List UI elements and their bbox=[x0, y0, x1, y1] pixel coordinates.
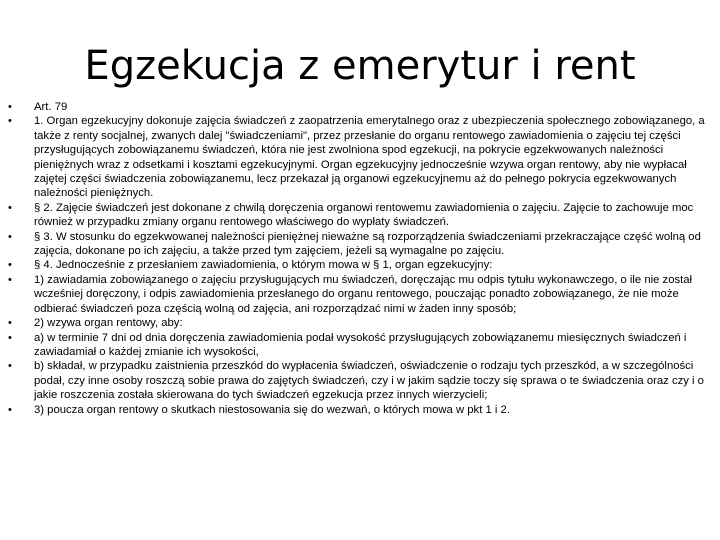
list-item-text: § 4. Jednocześnie z przesłaniem zawiadomienia, o którym mowa w § 1, organ egzekucyjny: bbox=[34, 259, 493, 272]
list-item bbox=[8, 331, 708, 360]
list-item bbox=[8, 201, 708, 230]
bullet-icon: • bbox=[8, 403, 12, 416]
bullet-icon: • bbox=[8, 259, 12, 272]
list-item-text: 3) poucza organ rentowy o skutkach niestosowania się do wezwań, o których mowa w pkt 1 i 2. bbox=[34, 403, 510, 416]
list-item bbox=[8, 403, 708, 417]
slide-title: Egzekucja z emerytur i rent bbox=[84, 43, 636, 89]
bullet-icon: • bbox=[8, 360, 12, 373]
bullet-icon: • bbox=[8, 317, 12, 330]
list-item bbox=[8, 100, 708, 114]
bullet-list bbox=[8, 100, 708, 417]
bullet-icon: • bbox=[8, 273, 12, 286]
list-item bbox=[8, 273, 708, 316]
list-item bbox=[8, 316, 708, 330]
bullet-icon: • bbox=[8, 115, 12, 128]
list-item bbox=[8, 230, 708, 259]
bullet-icon: • bbox=[8, 101, 12, 113]
bullet-icon: • bbox=[8, 230, 12, 243]
bullet-icon: • bbox=[8, 331, 12, 344]
list-item-text: b) składał, w przypadku zaistnienia przeszkód do wypłacenia świadczeń, oświadczenie o rodzaju tych przeszkód, a w szczególności podał, czy inne osoby roszczą sobie prawa do zajętych świadczeń, czy i w jakim sądzie toczy się sprawa o te świadczenia oraz czy i o jakie roszczenia została skierowana do tych świadczeń egzekucja przez innych wierzycieli; bbox=[34, 360, 704, 402]
list-item-text: a) w terminie 7 dni od dnia doręczenia zawiadomienia podał wysokość przysługujących zobowiązanemu miesięcznych świadczeń i zawiadamiał o każdej zmianie ich wysokości, bbox=[34, 331, 687, 358]
list-item bbox=[8, 114, 708, 200]
list-item bbox=[8, 359, 708, 402]
list-item-text: 2) wzywa organ rentowy, aby: bbox=[34, 317, 183, 330]
list-item-text: Art. 79 bbox=[34, 101, 68, 113]
list-item-text: 1. Organ egzekucyjny dokonuje zajęcia świadczeń z zaopatrzenia emerytalnego oraz z ubezpieczenia społecznego zobowiązanego, a także z renty socjalnej, zwanych dalej "świadczeniami", przez przesłanie do organu rentowego zawiadomienia o zajęciu tej części przysługujących zobowiązanemu świadczeń, która nie jest zwolniona spod egzekucji, na pokrycie egzekwowanych należności pieniężnych wraz z odsetkami i kosztami egzekucyjnymi. Organ egzekucyjny jednocześnie wzywa organ rentowy, aby nie wypłacał zajętej części świadczenia zobowiązanemu, lecz przekazał ją organowi egzekucyjnemu aż do pełnego pokrycia egzekwowanych należności pieniężnych. bbox=[34, 115, 705, 200]
list-item-text: § 3. W stosunku do egzekwowanej należności pieniężnej nieważne są rozporządzenia świadczeniami przekraczające część wolną od zajęcia, dokonane po ich zajęciu, a także przed tym zajęciem, jeżeli są wymagalne po zajęciu. bbox=[34, 230, 701, 258]
list-item-text: § 2. Zajęcie świadczeń jest dokonane z chwilą doręczenia organowi rentowemu zawiadomienia o zajęciu. Zajęcie to zachowuje moc również w przypadku zmiany organu rentowego właściwego do wypłaty świadczeń. bbox=[34, 201, 694, 229]
list-item-text: 1) zawiadamia zobowiązanego o zajęciu przysługujących mu świadczeń, doręczając mu odpis tytułu wykonawczego, o ile nie został wcześniej doręczony, i odpis zawiadomienia przesłanego do organu rentowego, pouczając ponadto zobowiązanego, że nie może odbierać świadczeń poza częścią wolną od zajęcia, ani rozporządzać nimi w żaden inny sposób; bbox=[34, 273, 693, 315]
bullet-icon: • bbox=[8, 201, 12, 214]
list-item bbox=[8, 258, 708, 272]
